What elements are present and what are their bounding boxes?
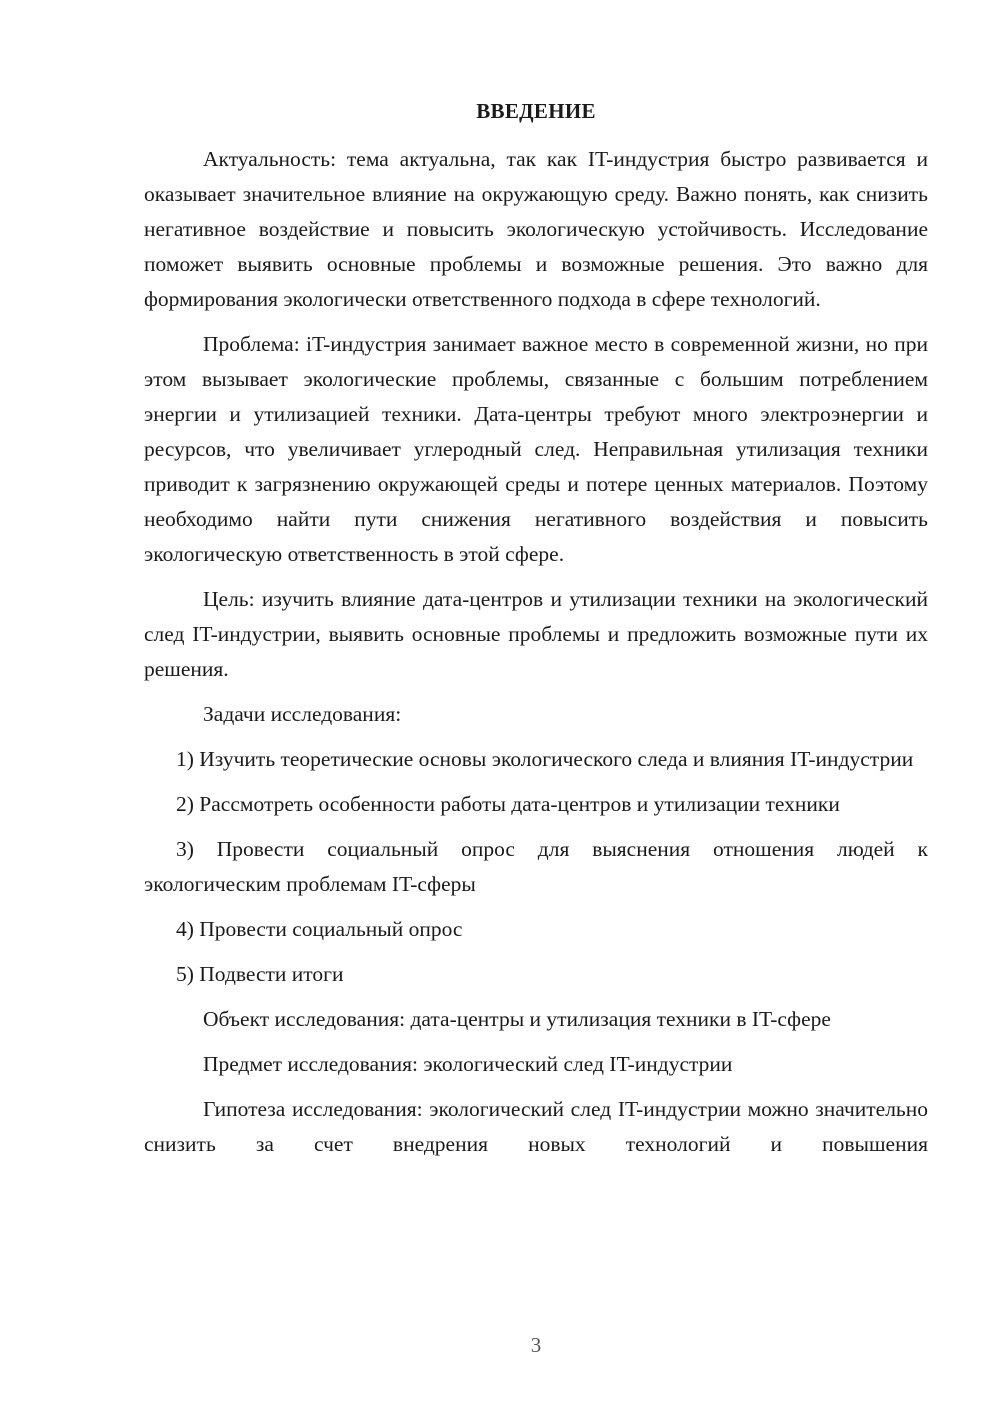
problem-paragraph: Проблема: iT-индустрия занимает важное место в современной жизни, но при этом вызывает экологические проблемы, связанные с большим потреблением энергии и утилизацией техники. Дата-центры требуют много электроэнергии и ресурсов, что увеличивает углеродный след. Неправильная утилизация техники приводит к загрязнению окружающей среды и потере ценных материалов. Поэтому необходимо найти пути снижения негативного воздействия и повысить экологическую ответственность в этой сфере.	[144, 332, 928, 566]
tasks-intro: Задачи исследования:	[203, 702, 402, 726]
task-item-1: 1) Изучить теоретические основы экологического следа и влияния IT-индустрии	[176, 747, 914, 771]
page-title: ВВЕДЕНИЕ	[476, 99, 596, 123]
task-item-5: 5) Подвести итоги	[176, 962, 344, 986]
hypothesis-paragraph: Гипотеза исследования: экологический след IT-индустрии можно значительно снизить за счет внедрения новых технологий и повышения	[144, 1097, 928, 1156]
document-body	[144, 142, 928, 1162]
object-paragraph: Объект исследования: дата-центры и утилизация техники в IT-сфере	[203, 1007, 831, 1031]
subject-paragraph: Предмет исследования: экологический след IT-индустрии	[203, 1052, 733, 1076]
task-item-2: 2) Рассмотреть особенности работы дата-центров и утилизации техники	[176, 792, 840, 816]
goal-paragraph: Цель: изучить влияние дата-центров и утилизации техники на экологический след IT-индустрии, выявить основные проблемы и предложить возможные пути их решения.	[144, 587, 928, 681]
relevance-paragraph: Актуальность: тема актуальна, так как IT-индустрия быстро развивается и оказывает значительное влияние на окружающую среду. Важно понять, как снизить негативное воздействие и повысить экологическую устойчивость. Исследование поможет выявить основные проблемы и возможные решения. Это важно для формирования экологически ответственного подхода в сфере технологий.	[144, 147, 928, 311]
page-number: 3	[530, 1333, 542, 1357]
task-item-3: 3) Провести социальный опрос для выяснения отношения людей к экологическим проблемам IT-сферы	[144, 837, 928, 896]
task-item-4: 4) Провести социальный опрос	[176, 917, 463, 941]
